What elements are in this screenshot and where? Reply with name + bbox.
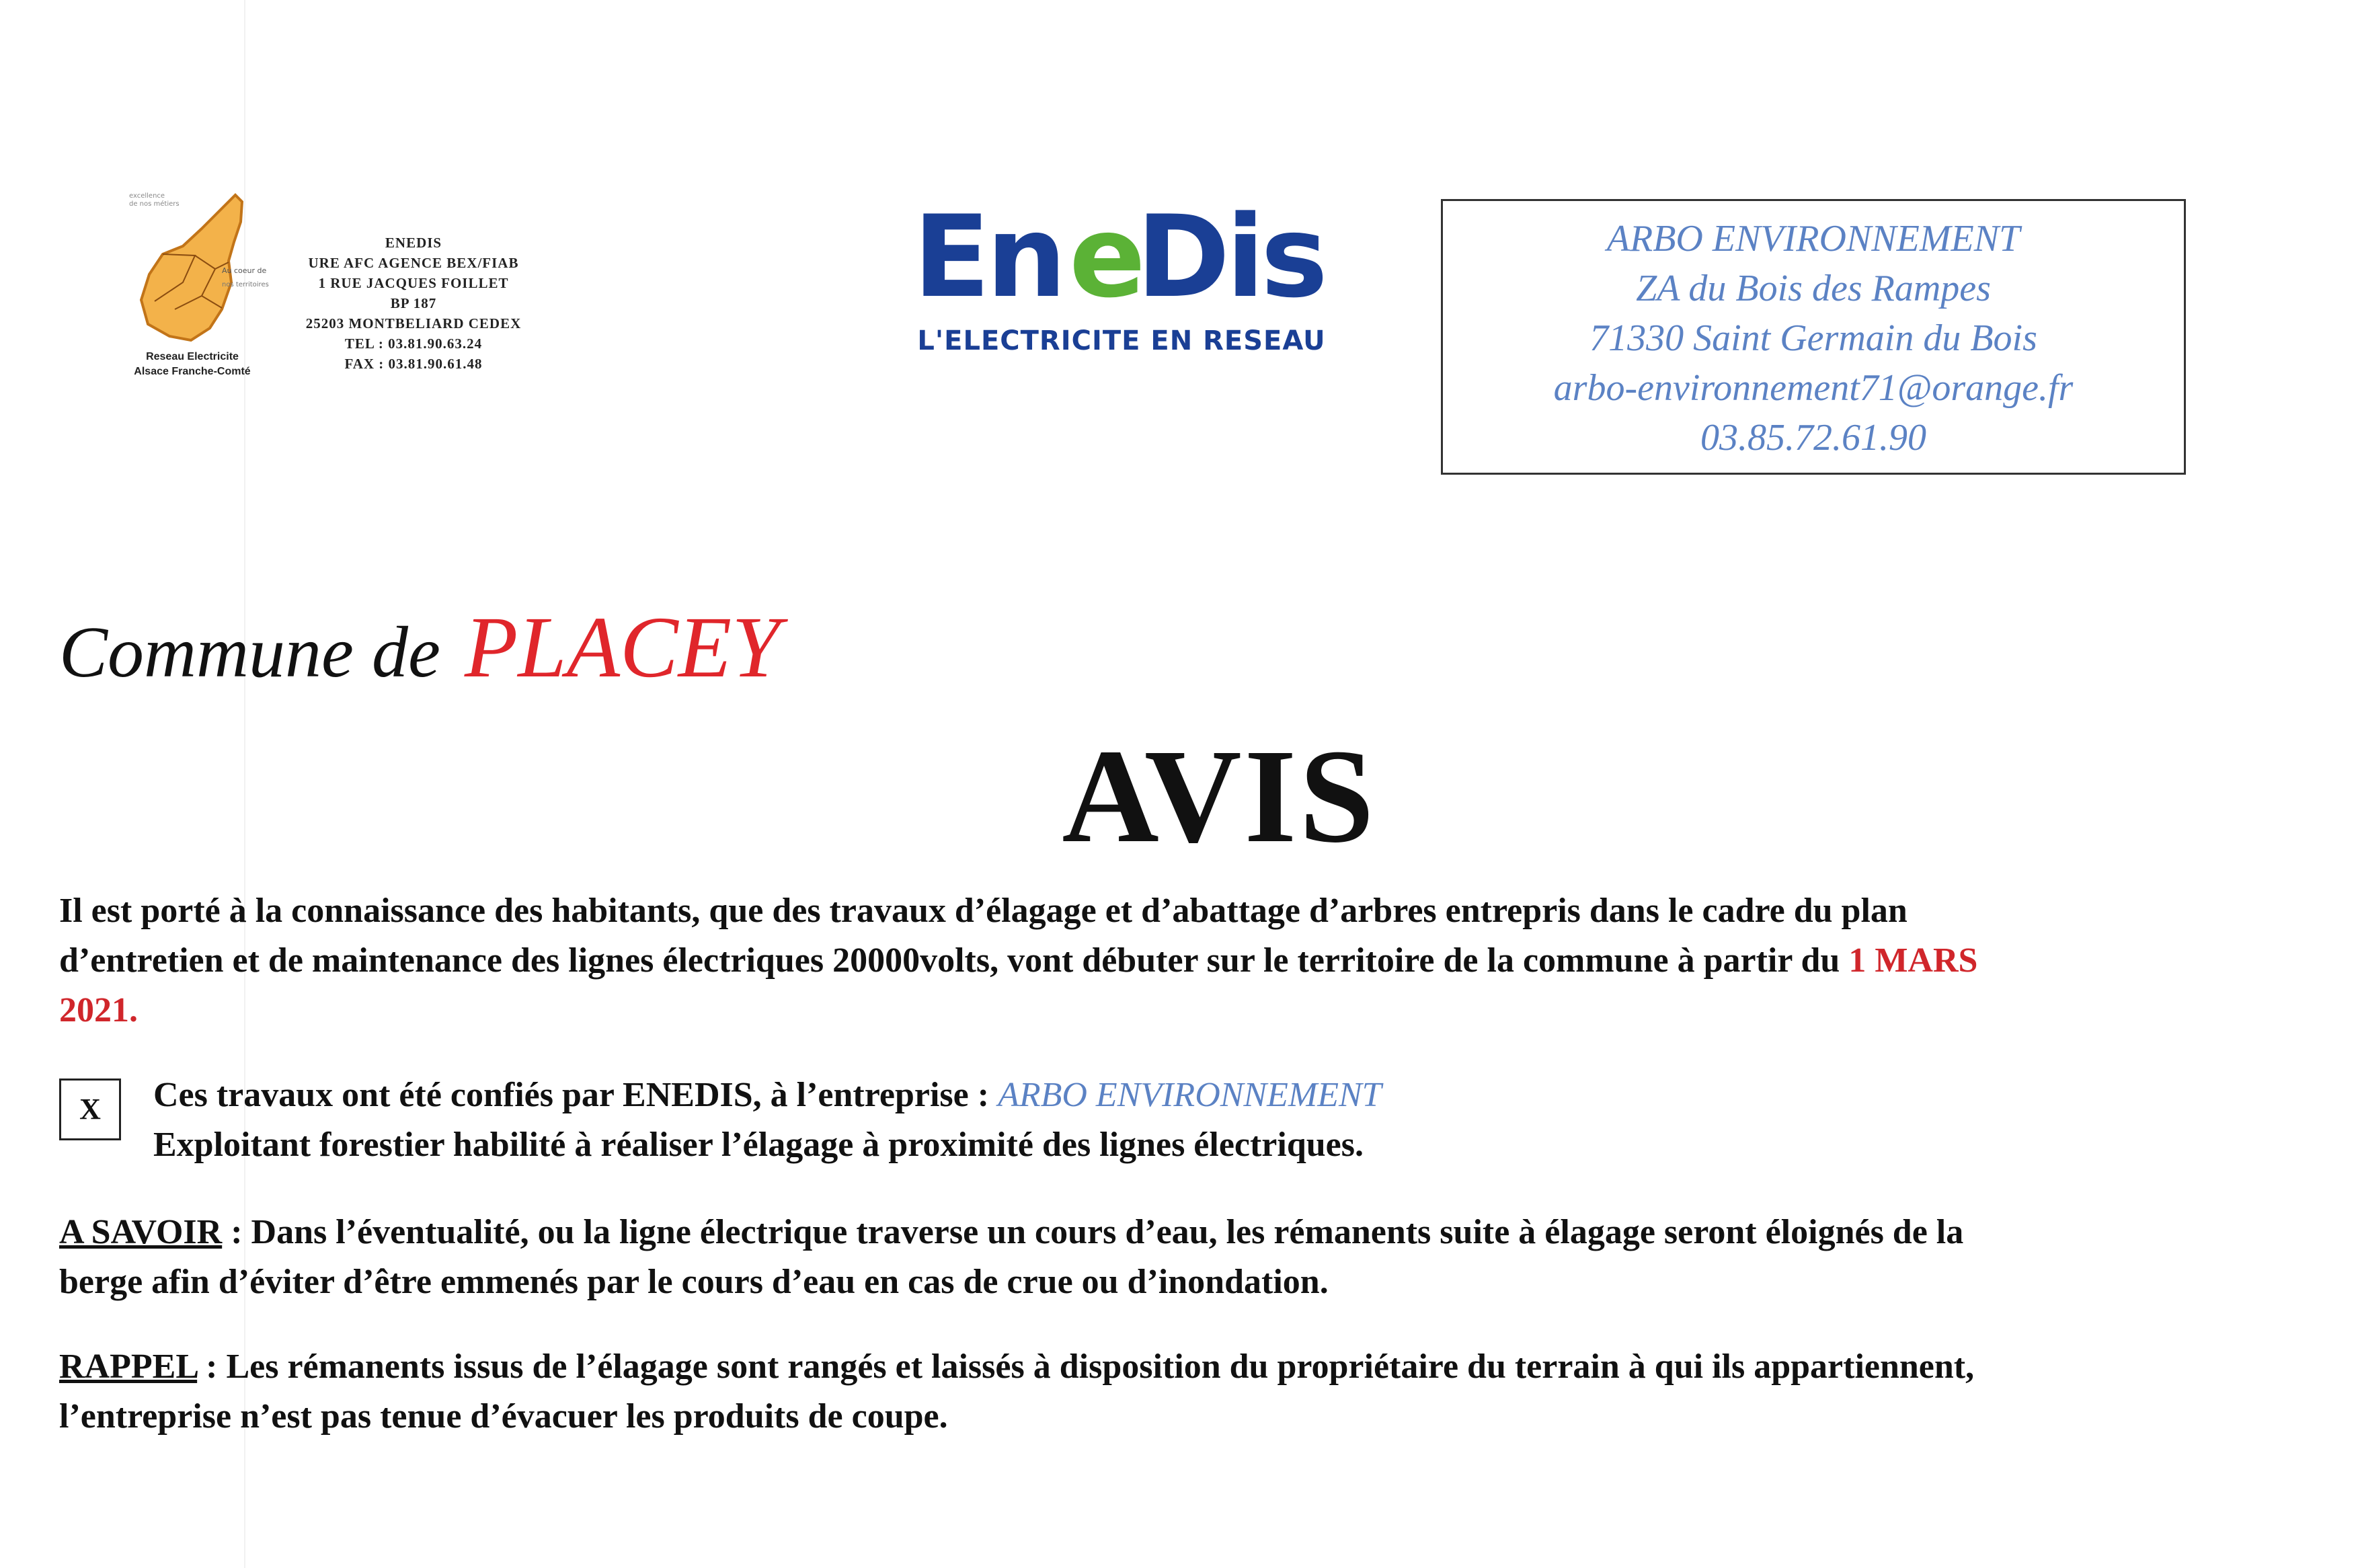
contractor-contact-box [1441,199,2186,475]
network-label-line: Alsace Franche-Comté [134,366,251,377]
works-checkbox: X [59,1079,121,1140]
enedis-logo [913,195,1330,323]
contractor-name: ARBO ENVIRONNEMENT [1606,218,2020,260]
svg-text:Au coeur de: Au coeur de [222,266,267,275]
works-line: Ces travaux ont été confiés par ENEDIS, à l’entreprise : [153,1076,990,1114]
svg-text:excellence: excellence [129,192,165,200]
enedis-address-block [272,233,555,374]
rappel-line: l’entreprise n’est pas tenue d’évacuer les produits de coupe. [59,1397,948,1436]
works-company: ARBO ENVIRONNEMENT [998,1076,1382,1114]
start-date-year: 2021. [59,991,138,1029]
intro-paragraph [59,886,2244,1035]
contractor-city: 71330 Saint Germain du Bois [1589,317,2037,359]
address-line: URE AFC AGENCE BEX/FIAB [308,255,519,271]
intro-line: Il est porté à la connaissance des habitants, que des travaux d’élagage et d’abattage d’arbres entrepris dans le cadre du plan [59,892,1908,930]
svg-text:Dis: Dis [1136,195,1325,323]
contractor-address: ZA du Bois des Rampes [1636,268,1991,309]
rappel-label: RAPPEL [59,1347,198,1386]
commune-prefix: Commune de [59,613,440,693]
rappel-line: : Les rémanents issus de l’élagage sont rangés et laissés à disposition du propriétaire du terrain à qui ils appartiennent, [197,1347,1975,1386]
svg-text:e: e [1069,195,1142,323]
address-line: ENEDIS [385,235,442,251]
commune-name: PLACEY [464,599,781,696]
svg-text:En: En [913,195,1063,323]
a-savoir-line: berge afin d’éviter d’être emmenés par le cours d’eau en cas de crue ou d’inondation. [59,1263,1329,1301]
address-line: FAX : 03.81.90.61.48 [344,356,483,372]
a-savoir-label: A SAVOIR [59,1213,223,1251]
commune-title [59,597,780,698]
rappel-paragraph [59,1342,2244,1442]
network-label [125,350,260,379]
a-savoir-paragraph [59,1208,2244,1307]
address-line: 1 RUE JACQUES FOILLET [318,275,509,291]
works-line: Exploitant forestier habilité à réaliser l’élagage à proximité des lignes électriques. [153,1126,1364,1164]
svg-text:nos territoires: nos territoires [222,281,269,288]
contractor-email: arbo-environnement71@orange.fr [1553,367,2074,409]
intro-line: d’entretien et de maintenance des lignes électriques 20000volts, vont débuter sur le territoire de la commune à partir du [59,941,1840,980]
a-savoir-line: : Dans l’éventualité, ou la ligne électrique traverse un cours d’eau, les rémanents suite à élagage seront éloignés de la [222,1213,1964,1251]
address-line: TEL : 03.81.90.63.24 [344,336,483,352]
notice-heading: AVIS [1062,722,1377,871]
network-label-line: Reseau Electricite [146,351,239,362]
enedis-tagline: L'ELECTRICITE EN RESEAU [917,325,1326,356]
address-line: BP 187 [390,295,437,311]
svg-text:de nos métiers: de nos métiers [129,200,180,208]
start-date: 1 MARS [1848,941,1978,980]
address-line: 25203 MONTBELIARD CEDEX [305,315,522,331]
works-statement [153,1070,2103,1170]
contractor-phone: 03.85.72.61.90 [1700,417,1926,459]
